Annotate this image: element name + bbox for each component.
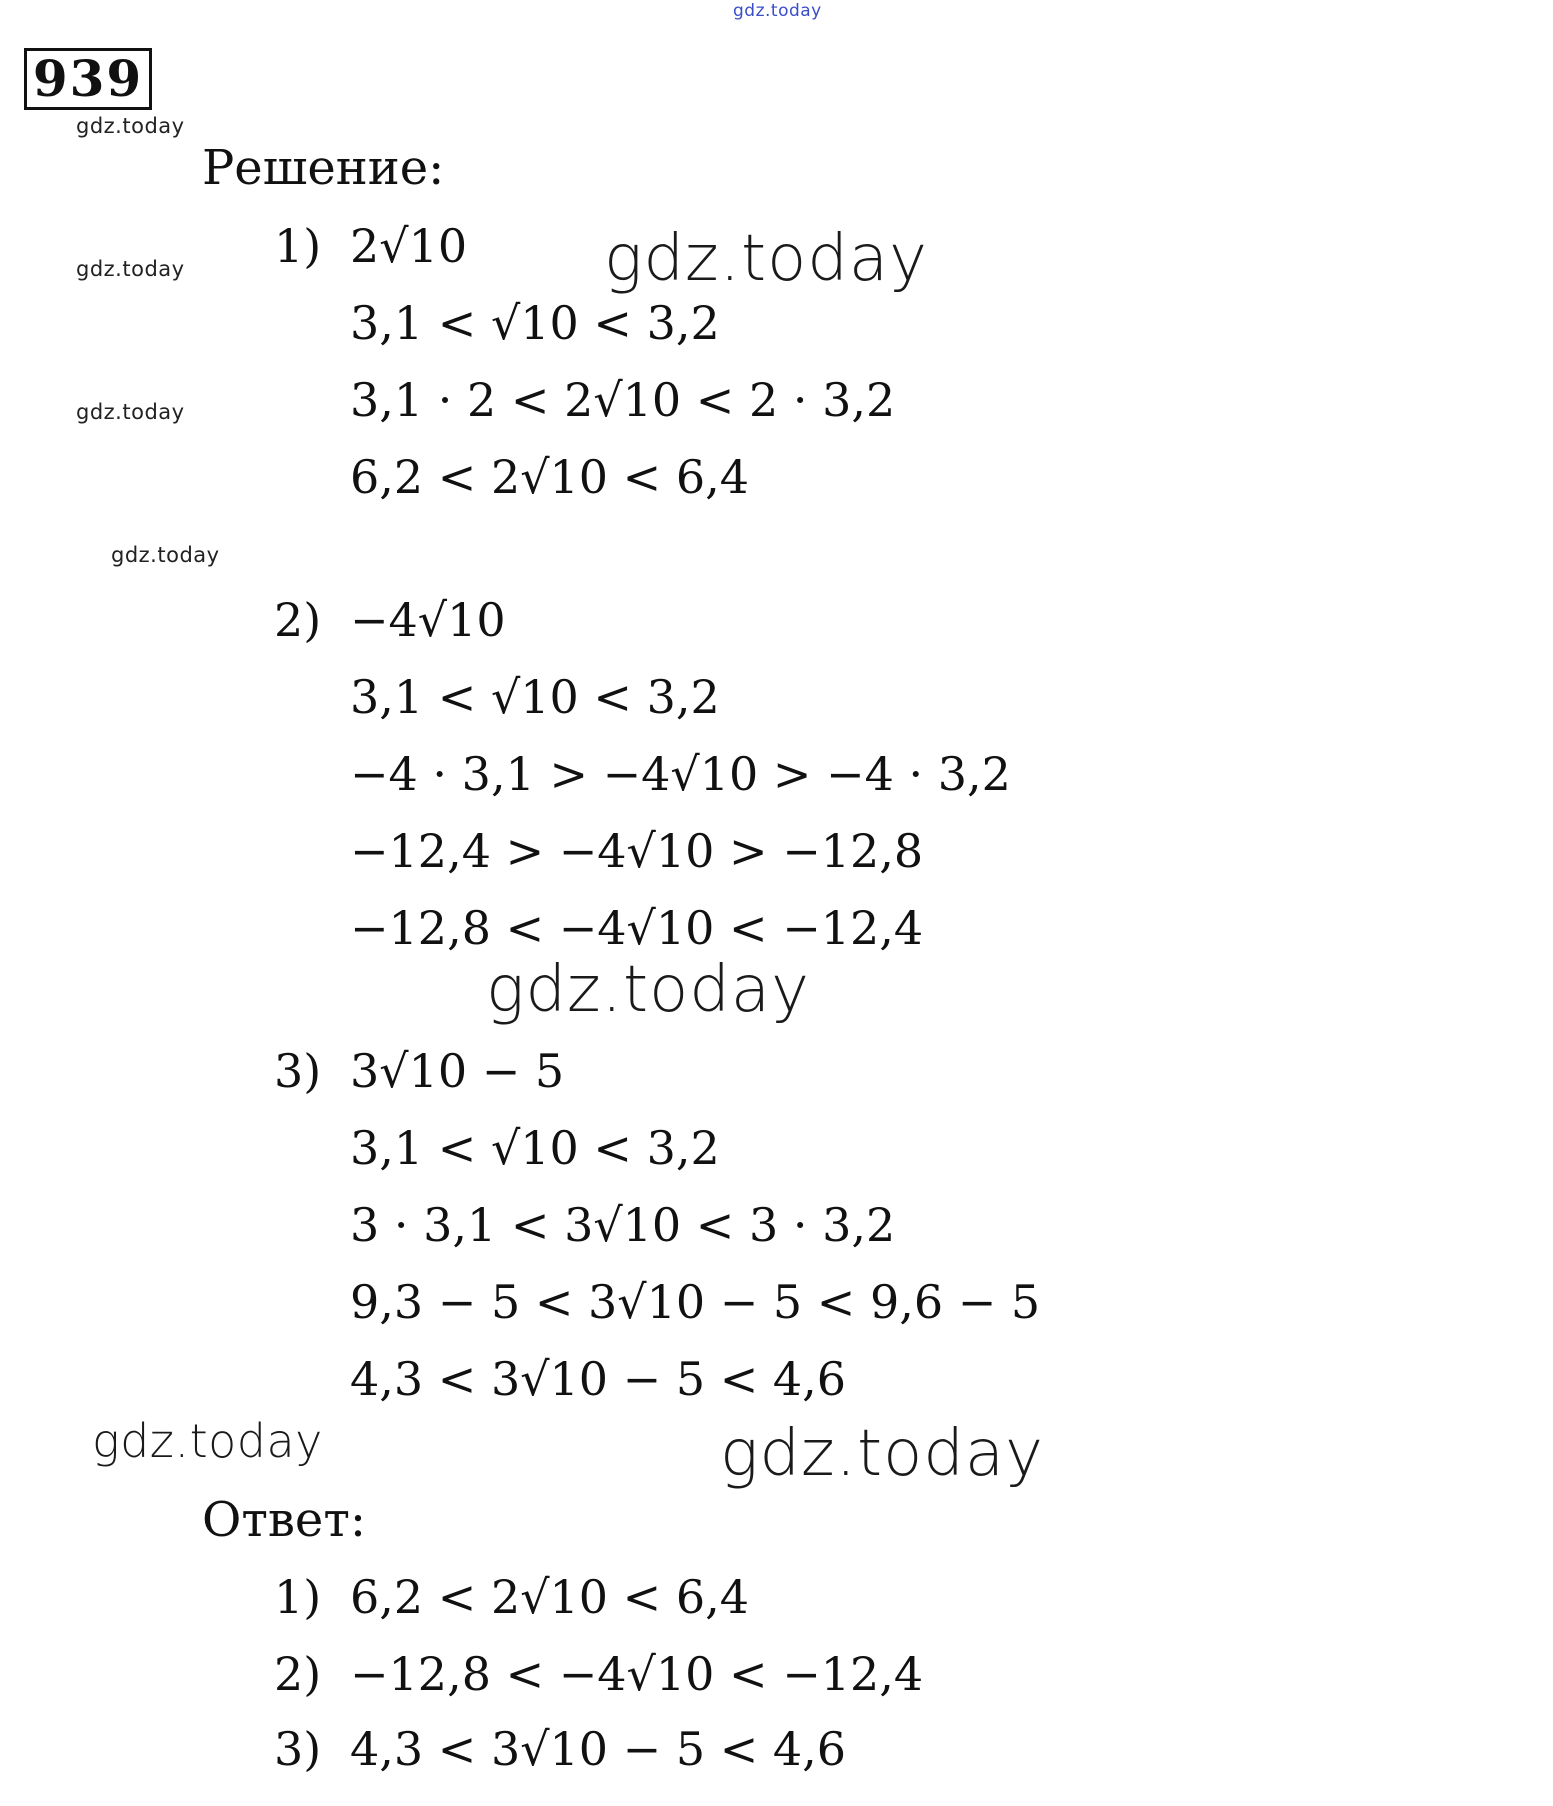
solution-item-1-step: 6,2 < 2√10 < 6,4 bbox=[350, 450, 749, 504]
solution-item-3-step: 4,3 < 3√10 − 5 < 4,6 bbox=[350, 1352, 847, 1406]
watermark-large: gdz.today bbox=[720, 1417, 1044, 1491]
answer-item-2-label: 2) bbox=[274, 1647, 322, 1701]
watermark-side: gdz.today bbox=[76, 257, 185, 281]
solution-item-3-label: 3) bbox=[274, 1044, 322, 1098]
solution-item-2-step: −4 · 3,1 > −4√10 > −4 · 3,2 bbox=[350, 747, 1011, 801]
watermark-top: gdz.today bbox=[733, 1, 822, 21]
solution-item-2-step: 3,1 < √10 < 3,2 bbox=[350, 670, 720, 724]
task-number: 939 bbox=[24, 48, 152, 110]
answer-item-1-value: 6,2 < 2√10 < 6,4 bbox=[350, 1570, 749, 1624]
solution-item-3-step: 3 · 3,1 < 3√10 < 3 · 3,2 bbox=[350, 1198, 896, 1252]
watermark-side: gdz.today bbox=[76, 114, 185, 138]
solution-item-1-label: 1) bbox=[274, 219, 322, 273]
answer-heading: Ответ: bbox=[202, 1492, 367, 1548]
solution-item-3-step: 3,1 < √10 < 3,2 bbox=[350, 1121, 720, 1175]
solution-item-1-step: 3,1 < √10 < 3,2 bbox=[350, 296, 720, 350]
watermark-large: gdz.today bbox=[604, 222, 928, 296]
watermark-medium: gdz.today bbox=[92, 1414, 323, 1468]
solution-item-1-step: 3,1 · 2 < 2√10 < 2 · 3,2 bbox=[350, 373, 896, 427]
solution-item-2-step: −12,8 < −4√10 < −12,4 bbox=[350, 901, 924, 955]
solution-item-1-expression: 2√10 bbox=[350, 219, 468, 273]
answer-item-1-label: 1) bbox=[274, 1570, 322, 1624]
solution-item-2-label: 2) bbox=[274, 593, 322, 647]
solution-heading: Решение: bbox=[202, 140, 445, 196]
watermark-side: gdz.today bbox=[111, 543, 220, 567]
answer-item-2-value: −12,8 < −4√10 < −12,4 bbox=[350, 1647, 924, 1701]
solution-item-2-step: −12,4 > −4√10 > −12,8 bbox=[350, 824, 924, 878]
solution-item-3-step: 9,3 − 5 < 3√10 − 5 < 9,6 − 5 bbox=[350, 1275, 1041, 1329]
answer-item-3-label: 3) bbox=[274, 1722, 322, 1776]
watermark-side: gdz.today bbox=[76, 400, 185, 424]
solution-item-2-expression: −4√10 bbox=[350, 593, 506, 647]
watermark-large: gdz.today bbox=[486, 953, 810, 1027]
solution-item-3-expression: 3√10 − 5 bbox=[350, 1044, 565, 1098]
answer-item-3-value: 4,3 < 3√10 − 5 < 4,6 bbox=[350, 1722, 847, 1776]
